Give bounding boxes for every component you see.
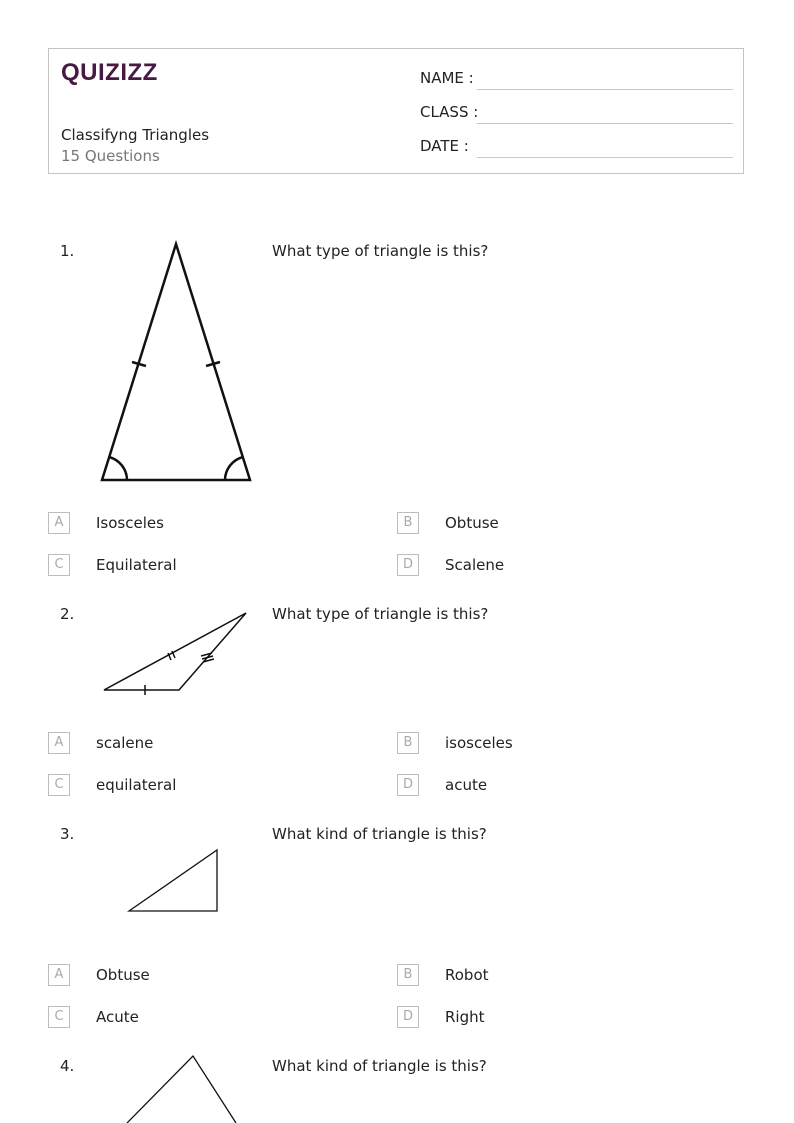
q2-option-a-box[interactable]: A (48, 732, 70, 754)
question-4-number: 4. (60, 1057, 75, 1075)
q2-option-a-text[interactable]: scalene (96, 734, 154, 752)
q3-option-c-box[interactable]: C (48, 1006, 70, 1028)
name-label: NAME : (420, 69, 474, 87)
question-2-number: 2. (60, 605, 75, 623)
question-3-number: 3. (60, 825, 75, 843)
class-label: CLASS : (420, 103, 479, 121)
q1-option-b-box[interactable]: B (397, 512, 419, 534)
q2-option-c-box[interactable]: C (48, 774, 70, 796)
q3-option-b-box[interactable]: B (397, 964, 419, 986)
question-count: 15 Questions (61, 147, 160, 165)
q1-option-d-text[interactable]: Scalene (445, 556, 505, 574)
q3-option-d-text[interactable]: Right (445, 1008, 485, 1026)
q3-option-c-text[interactable]: Acute (96, 1008, 139, 1026)
q1-option-a-text[interactable]: Isosceles (96, 514, 164, 532)
q3-option-a-box[interactable]: A (48, 964, 70, 986)
q3-option-b-text[interactable]: Robot (445, 966, 489, 984)
q1-option-d-box[interactable]: D (397, 554, 419, 576)
q1-option-c-text[interactable]: Equilateral (96, 556, 177, 574)
q2-option-d-text[interactable]: acute (445, 776, 488, 794)
q2-option-d-box[interactable]: D (397, 774, 419, 796)
question-1-text: What type of triangle is this? (272, 242, 489, 260)
q2-option-c-text[interactable]: equilateral (96, 776, 177, 794)
question-1-number: 1. (60, 242, 75, 260)
question-2-text: What type of triangle is this? (272, 605, 489, 623)
q1-option-c-box[interactable]: C (48, 554, 70, 576)
quiz-title: Classifyng Triangles (61, 126, 210, 144)
question-4-text: What kind of triangle is this? (272, 1057, 487, 1075)
date-label: DATE : (420, 137, 469, 155)
q3-option-a-text[interactable]: Obtuse (96, 966, 150, 984)
quizizz-logo: QUIZIZZ (61, 59, 158, 86)
q1-option-a-box[interactable]: A (48, 512, 70, 534)
q2-option-b-box[interactable]: B (397, 732, 419, 754)
q1-option-b-text[interactable]: Obtuse (445, 514, 499, 532)
q3-option-d-box[interactable]: D (397, 1006, 419, 1028)
q2-option-b-text[interactable]: isosceles (445, 734, 513, 752)
question-3-text: What kind of triangle is this? (272, 825, 487, 843)
